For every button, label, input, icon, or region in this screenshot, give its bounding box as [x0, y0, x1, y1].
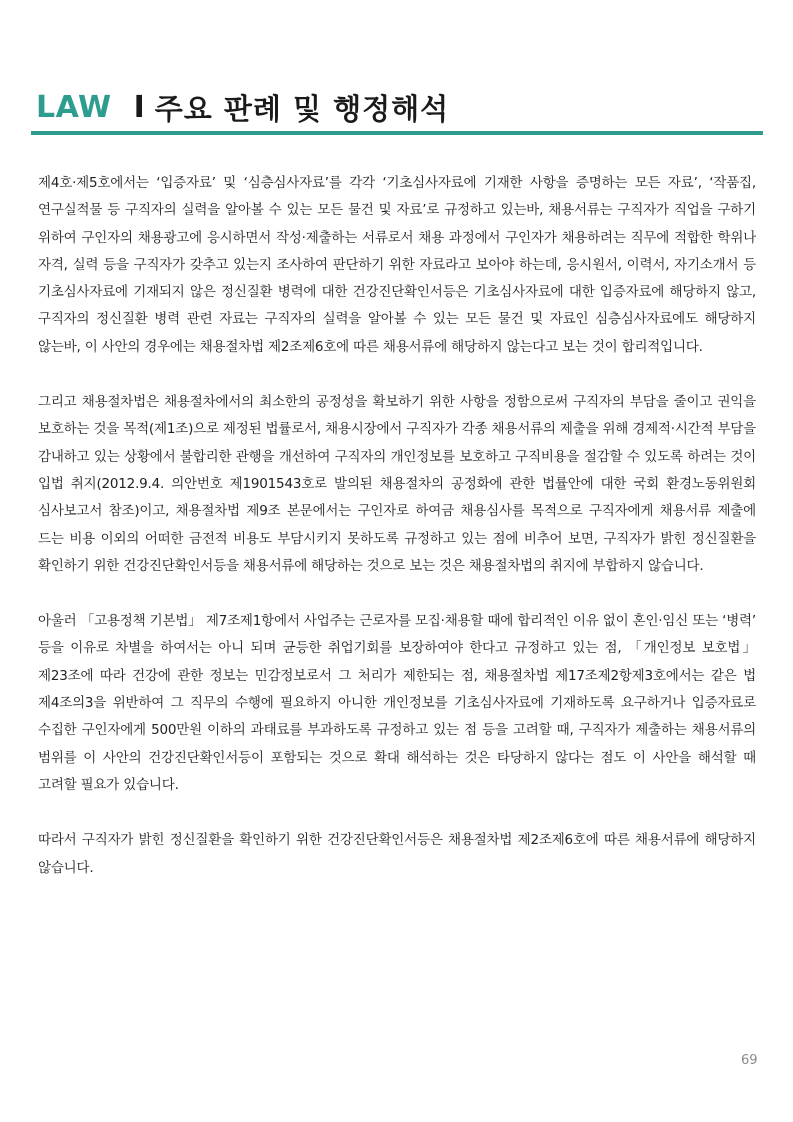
page-header: [36, 84, 449, 130]
header-divider: [31, 131, 763, 135]
paragraph-4: 따라서 구직자가 밝힌 정신질환을 확인하기 위한 건강진단확인서등은 채용절차법 제2조제6호에 따른 채용서류에 해당하지 않습니다.: [38, 832, 756, 876]
paragraph-1: 제4호·제5호에서는 ‘입증자료’ 및 ‘심층심사자료’를 각각 ‘기초심사자료에 기재한 사항을 증명하는 모든 자료’, ‘작품집, 연구실적물 등 구직자의 실력을 알아볼 수 있는 모든 물건 및 자료’로 규정하고 있는바, 채용서류는 구직자가 직업을 구하기 위하여 구인자의 채용광고에 응시하면서 작성·제출하는 서류로서 채용 과정에서 구인자가 채용하려는 직무에 적합한 학위나 자격, 실력 등을 구직자가 갖추고 있는지 조사하여 판단하기 위한 자료라고 보아야 하는데, 응시원서, 이력서, 자기소개서 등 기초심사자료에 기재되지 않은 정신질환 병력에 대한 건강진단확인서등은 기초심사자료에 대한 입증자료에 해당하지 않고, 구직자의 정신질환 병력 관련 자료는 구직자의 실력을 알아볼 수 있는 모든 물건 및 자료인 심층심사자료에도 해당하지 않는바, 이 사안의 경우에는 채용절차법 제2조제6호에 따른 채용서류에 해당하지 않는다고 보는 것이 합리적입니다.: [38, 175, 756, 355]
section-separator: I: [133, 89, 145, 125]
section-label: LAW: [36, 89, 112, 125]
page-title: 주요 판례 및 행정해석: [154, 91, 450, 126]
paragraph-2: 그리고 채용절차법은 채용절차에서의 최소한의 공정성을 확보하기 위한 사항을 정함으로써 구직자의 부담을 줄이고 권익을 보호하는 것을 목적(제1조)으로 제정된 법률로서, 채용시장에서 구직자가 각종 채용서류의 제출을 위해 경제적·시간적 부담을 감내하고 있는 상황에서 불합리한 관행을 개선하여 구직자의 개인정보를 보호하고 구직비용을 절감할 수 있도록 하려는 것이 입법 취지(2012.9.4. 의안번호 제1901543호로 발의된 채용절차의 공정화에 관한 법률안에 대한 국회 환경노동위원회 심사보고서 참조)이고, 채용절차법 제9조 본문에서는 구인자로 하여금 채용심사를 목적으로 구직자에게 채용서류 제출에 드는 비용 이외의 어떠한 금전적 비용도 부담시키지 못하도록 규정하고 있는 점에 비추어 보면, 구직자가 밝힌 정신질환을 확인하기 위한 건강진단확인서등을 채용서류에 해당하는 것으로 보는 것은 채용절차법의 취지에 부합하지 않습니다.: [38, 394, 756, 574]
page-number: 69: [741, 1053, 758, 1068]
paragraph-3: 아울러 「고용정책 기본법」 제7조제1항에서 사업주는 근로자를 모집·채용할 때에 합리적인 이유 없이 혼인·임신 또는 ‘병력’ 등을 이유로 차별을 하여서는 아니 되며 균등한 취업기회를 보장하여야 한다고 규정하고 있는 점, 「개인정보 보호법」 제23조에 따라 건강에 관한 정보는 민감정보로서 그 처리가 제한되는 점, 채용절차법 제17조제2항제3호에서는 같은 법 제4조의3을 위반하여 그 직무의 수행에 필요하지 아니한 개인정보를 기초심사자료에 기재하도록 요구하거나 입증자료로 수집한 구인자에게 500만원 이하의 과태료를 부과하도록 규정하고 있는 점 등을 고려할 때, 구직자가 제출하는 채용서류의 범위를 이 사안의 건강진단확인서등이 포함되는 것으로 확대 해석하는 것은 타당하지 않다는 점도 이 사안을 해석할 때 고려할 필요가 있습니다.: [38, 613, 756, 793]
body-text: [38, 170, 756, 910]
